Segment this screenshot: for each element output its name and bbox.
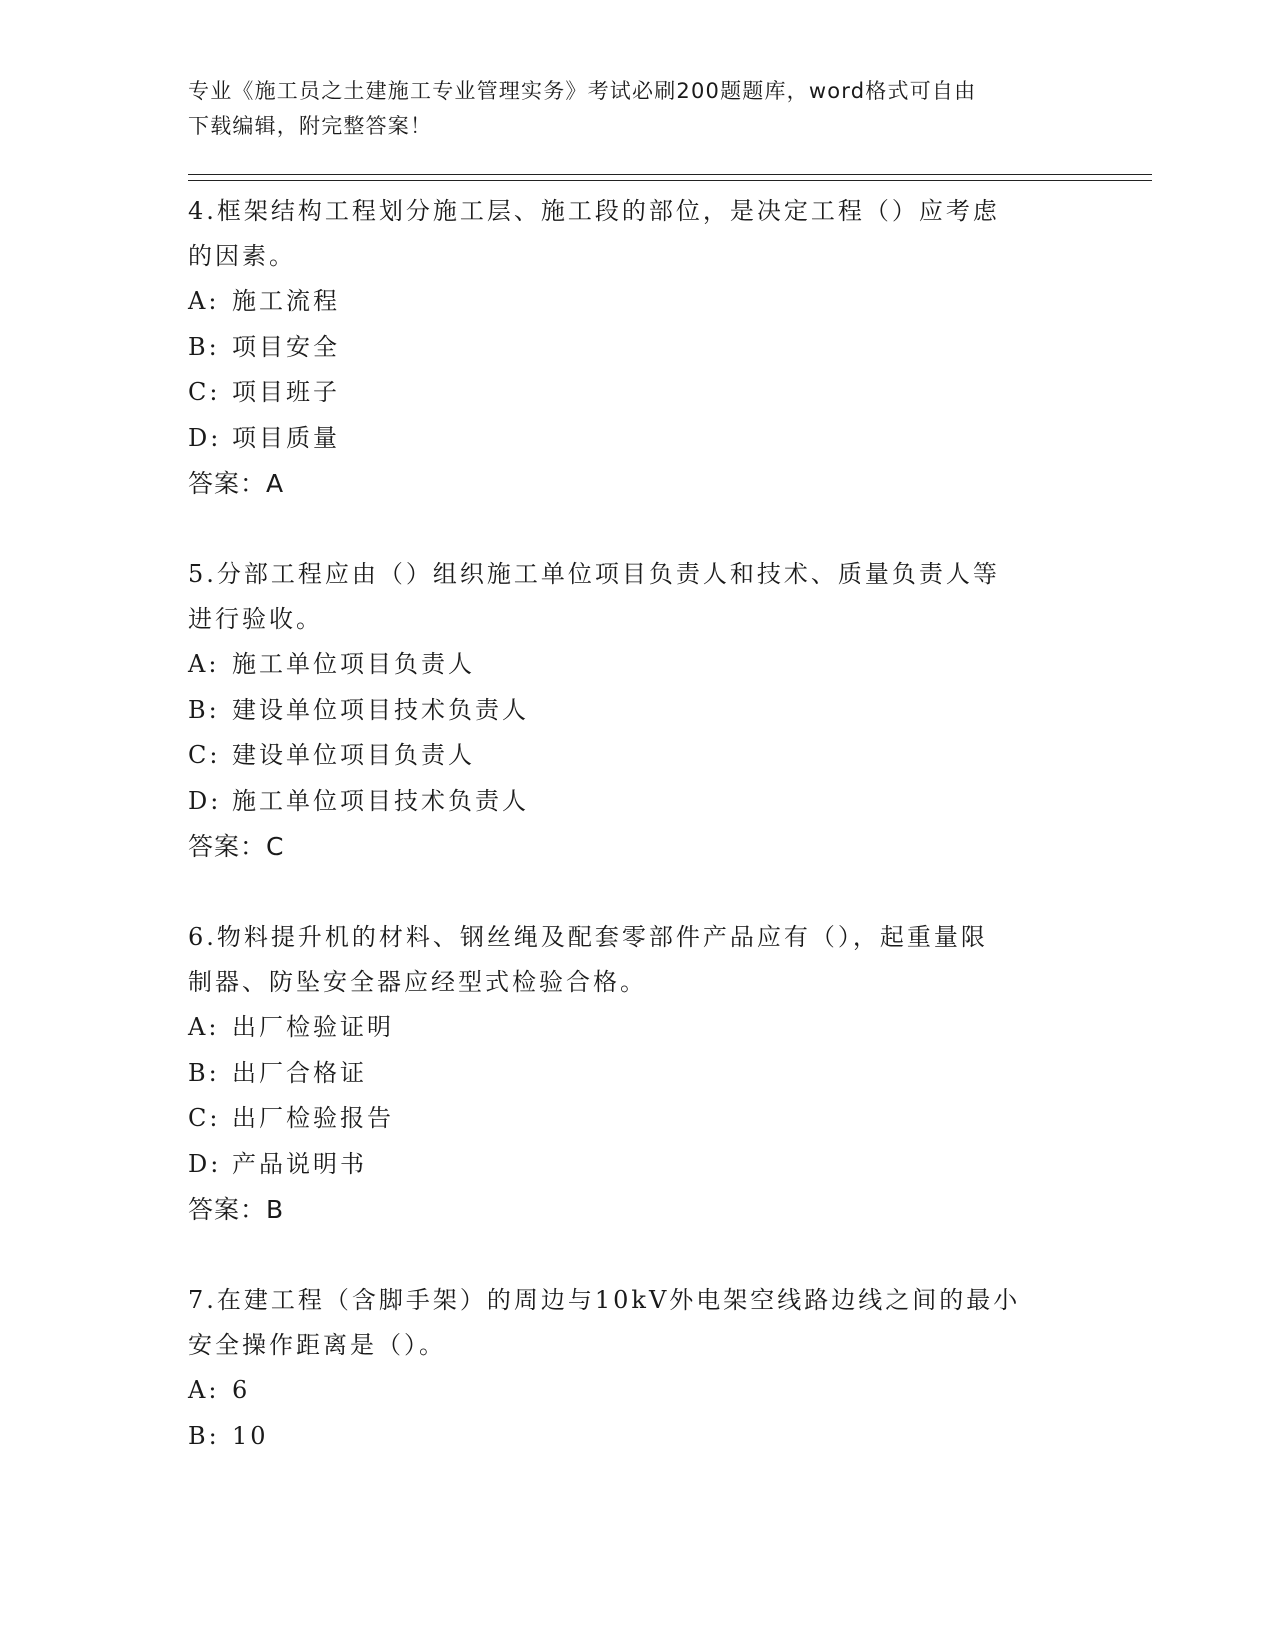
- option-text: 项目安全: [232, 332, 340, 361]
- option-a: [188, 1005, 1088, 1051]
- option-text: 10: [232, 1421, 269, 1450]
- option-text: 项目质量: [232, 423, 340, 452]
- option-letter: A:: [188, 650, 220, 678]
- option-letter: C:: [188, 378, 221, 406]
- option-letter: B:: [188, 1058, 220, 1087]
- option-letter: A:: [188, 1013, 220, 1041]
- question-text-line-1: 7.在建工程（含脚手架）的周边与10kV外电架空线路边线之间的最小: [188, 1286, 1021, 1314]
- option-text: 产品说明书: [232, 1149, 367, 1178]
- option-letter: C:: [188, 1104, 221, 1132]
- option-letter: A:: [188, 287, 220, 315]
- option-d: [188, 1142, 1088, 1188]
- option-text: 出厂检验报告: [232, 1104, 394, 1132]
- question-text-line-1: 4.框架结构工程划分施工层、施工段的部位，是决定工程（）应考虑: [188, 197, 1000, 225]
- option-a: [188, 279, 1088, 325]
- option-b: [188, 1051, 1088, 1097]
- question-text-line-2: 进行验收。: [188, 605, 323, 633]
- question-7: [188, 1278, 1088, 1459]
- answer-line: 答案：B: [188, 1195, 285, 1224]
- option-text: 建设单位项目负责人: [232, 741, 475, 769]
- option-b: [188, 688, 1088, 734]
- option-c: [188, 1096, 1088, 1142]
- question-4: [188, 189, 1088, 506]
- option-d: [188, 416, 1088, 462]
- header-divider-top: [188, 174, 1152, 175]
- document-header: [188, 74, 1068, 144]
- question-text-line-1: 6.物料提升机的材料、钢丝绳及配套零部件产品应有（），起重量限: [188, 923, 988, 951]
- header-line-2: 下载编辑，附完整答案！: [188, 114, 433, 138]
- option-letter: B:: [188, 695, 220, 724]
- header-line-1: 专业《施工员之土建施工专业管理实务》考试必刷200题题库，word格式可自由: [188, 79, 977, 103]
- option-a: [188, 1368, 1088, 1414]
- question-5: [188, 552, 1088, 869]
- option-text: 项目班子: [232, 378, 340, 406]
- option-text: 出厂合格证: [232, 1058, 367, 1087]
- option-b: [188, 325, 1088, 371]
- option-c: [188, 733, 1088, 779]
- option-letter: C:: [188, 741, 221, 769]
- question-6: [188, 915, 1088, 1232]
- question-text-line-2: 的因素。: [188, 242, 296, 270]
- option-letter: B:: [188, 332, 220, 361]
- option-text: 施工单位项目负责人: [232, 650, 475, 678]
- option-a: [188, 642, 1088, 688]
- answer-line: 答案：A: [188, 469, 285, 498]
- option-letter: D:: [188, 786, 222, 815]
- question-text-line-2: 安全操作距离是（）。: [188, 1331, 446, 1359]
- answer-line: 答案：C: [188, 832, 285, 861]
- option-letter: B:: [188, 1421, 220, 1450]
- option-letter: D:: [188, 423, 222, 452]
- option-text: 6: [232, 1376, 251, 1404]
- question-text-line-1: 5.分部工程应由（）组织施工单位项目负责人和技术、质量负责人等: [188, 560, 1000, 588]
- header-divider-bottom: [188, 180, 1152, 181]
- option-text: 施工流程: [232, 287, 340, 315]
- option-text: 施工单位项目技术负责人: [232, 786, 529, 815]
- question-text-line-2: 制器、防坠安全器应经型式检验合格。: [188, 968, 647, 996]
- option-text: 建设单位项目技术负责人: [232, 695, 529, 724]
- option-d: [188, 779, 1088, 825]
- option-b: [188, 1414, 1088, 1460]
- option-letter: A:: [188, 1376, 220, 1404]
- option-letter: D:: [188, 1149, 222, 1178]
- option-c: [188, 370, 1088, 416]
- option-text: 出厂检验证明: [232, 1013, 394, 1041]
